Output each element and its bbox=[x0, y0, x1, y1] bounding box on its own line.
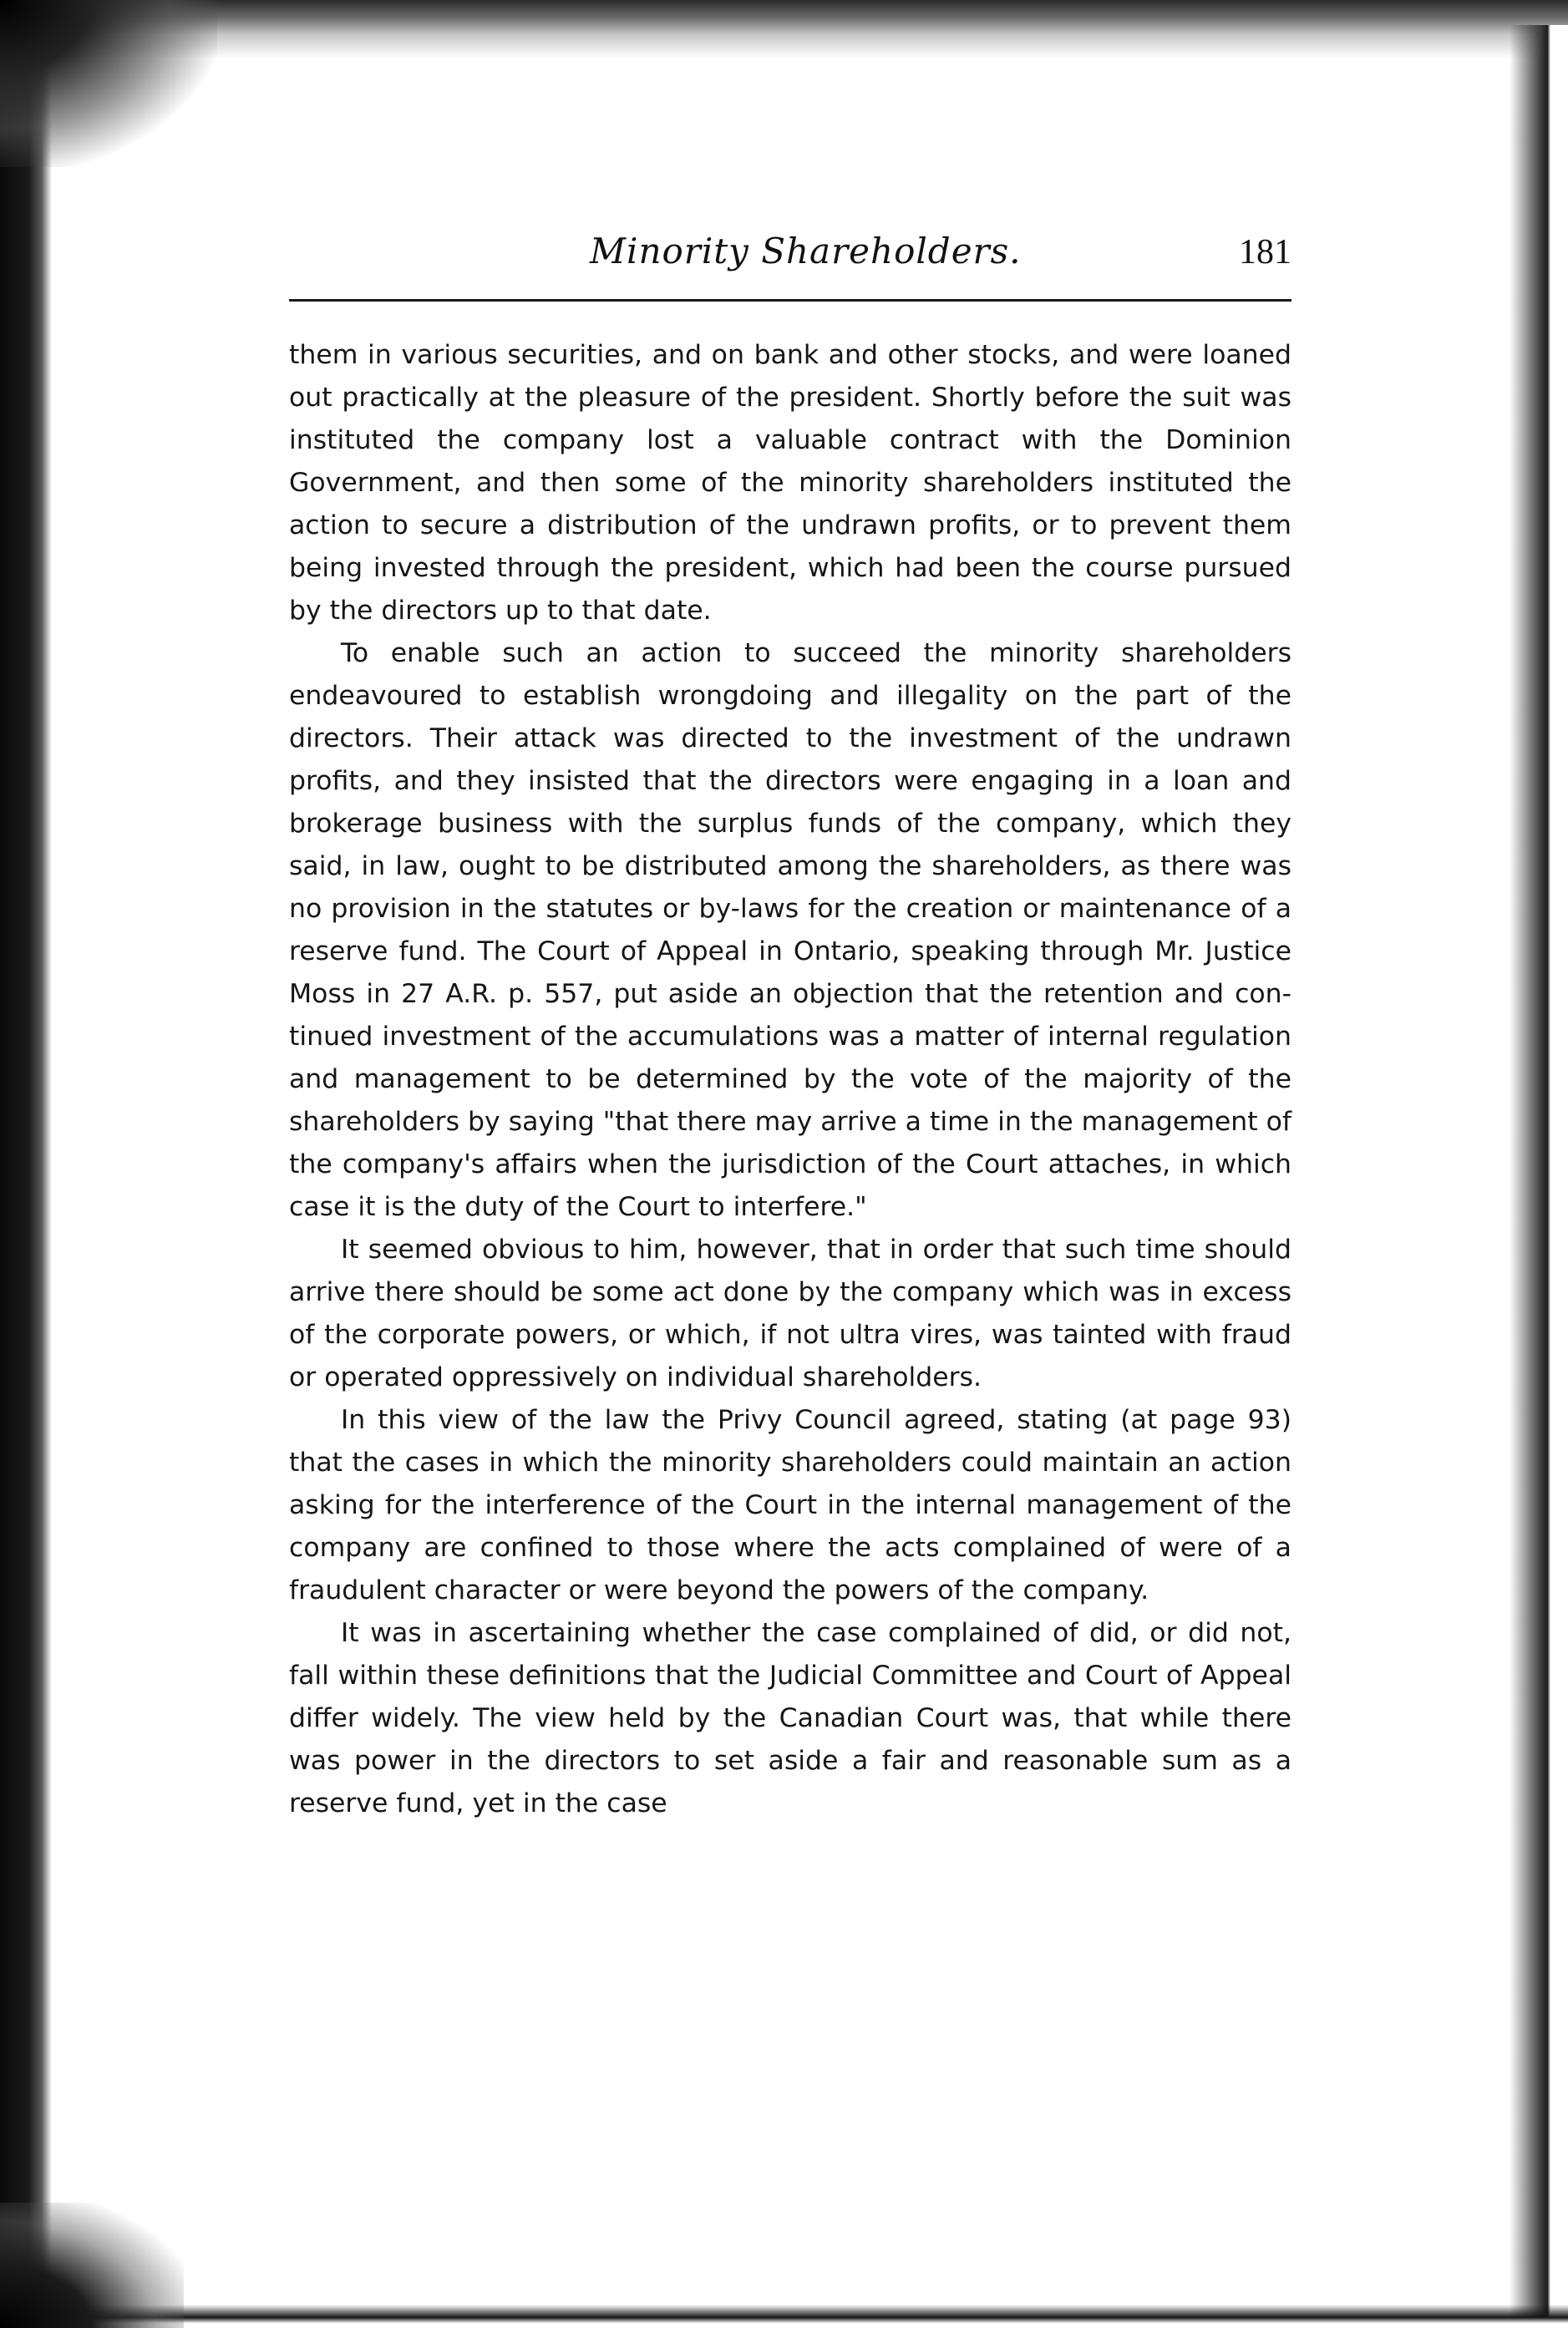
scan-edge-right bbox=[1510, 25, 1568, 2328]
paragraph: It seemed obvious to him, however, that in order that such time should arrive there should be some act done by the company which was in excess of the corporate powers, or which, if not ultra vires, was tainted with fraud or operated oppressively on individual shareholders. bbox=[289, 1235, 1291, 1392]
page-number: 181 bbox=[1239, 233, 1291, 271]
running-head bbox=[289, 231, 1291, 289]
scan-corner-bottom-left bbox=[0, 2203, 184, 2328]
paragraph: them in various securities, and on bank and other stocks, and were loaned out practically at the pleasure of the president. Shortly before the suit was instituted the company lost a valuable contract with the Dominion Government, and then some of the minority shareholders instituted the action to secure a distribution of the undrawn profits, or to prevent them being invested through the president, which had been the course pursued by the directors up to that date. bbox=[289, 340, 1291, 626]
scan-edge-top bbox=[0, 0, 1568, 58]
paragraph: It was in ascertaining whether the case complained of did, or did not, fall within these definitions that the Judicial Committee and Court of Appeal differ widely. The view held by the Canadian Court was, that while there was power in the directors to set aside a fair and reasonable sum as a reserve fund, yet in the case bbox=[289, 1618, 1291, 1818]
body-text bbox=[289, 334, 1291, 1825]
paragraph: In this view of the law the Privy Council agreed, stating (at page 93) that the cases in which the minority shareholders could maintain an action asking for the interference of the Court in the internal management of the company are confined to those where the acts complained of were of a fraudulent character or were beyond the powers of the company. bbox=[289, 1405, 1291, 1605]
scan-edge-bottom bbox=[33, 2305, 1568, 2328]
running-title: Minority Shareholders. bbox=[590, 231, 1022, 271]
scan-corner-top-left bbox=[0, 0, 217, 167]
header-rule bbox=[289, 299, 1291, 302]
scan-edge-left bbox=[0, 33, 52, 2328]
paragraph: To enable such an action to succeed the minority shareholders endeavoured to establish wrongdoing and illegality on the part of the directors. Their attack was directed to the investment of the undrawn profits, and they insisted that the directors were engaging in a loan and brokerage business with the surplus funds of the company, which they said, in law, ought to be distributed among the shareholders, as there was no provision in the statutes or by-laws for the creation or maintenance of a reserve fund. The Court of Appeal in Ontario, speaking through Mr. Justice Moss in 27 A.R. p. 557, put aside an objection that the retention and continued investment of the accumulations was a matter of internal regulation and management to be determined by the vote of the majority of the shareholders by saying "that there may arrive a time in the management of the company's affairs when the jurisdiction of the Court attaches, in which case it is the duty of the Court to interfere." bbox=[289, 638, 1291, 1222]
